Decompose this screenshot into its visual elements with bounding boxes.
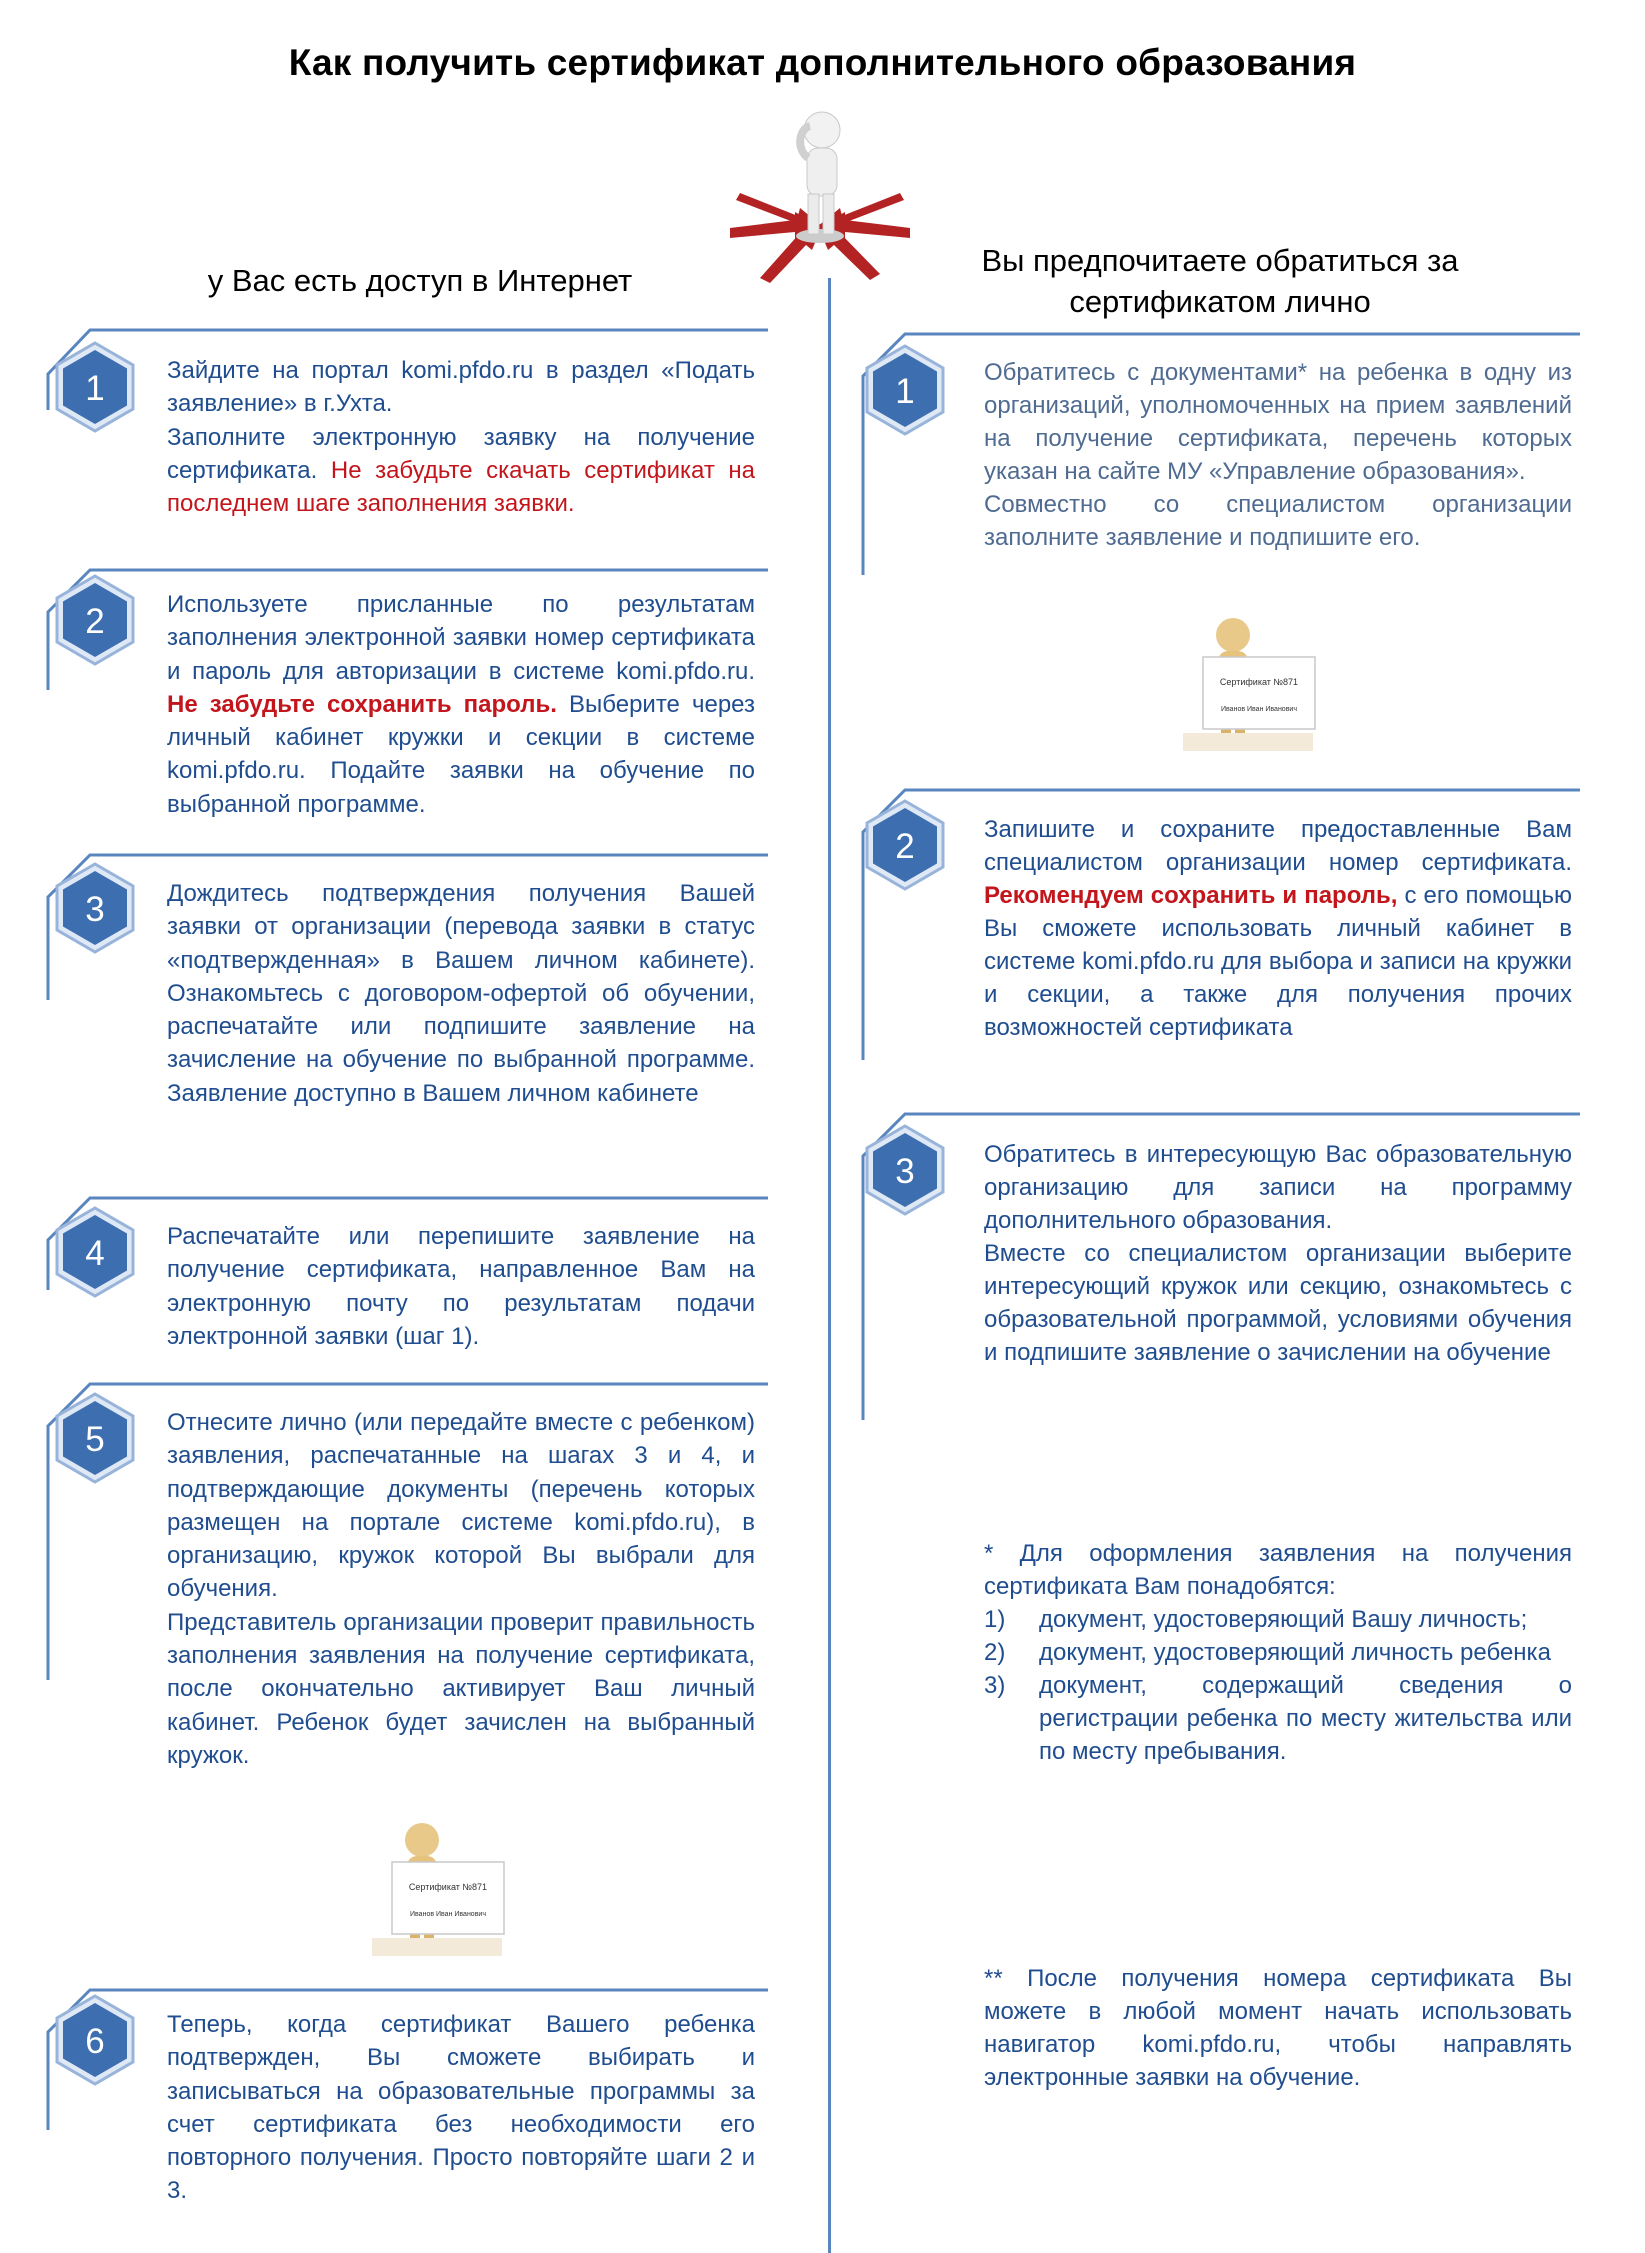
- step-text: Представитель организации проверит правильность заполнения заявления на получение сертификата, после окончательно активирует Ваш личный кабинет. Ребенок будет зачислен на выбранный кружок.: [167, 1608, 755, 1769]
- step-text: Обратитесь с документами* на ребенка в одну из организаций, уполномоченных на прием заявлений на получение сертификата, перечень которых указан на сайте МУ «Управление образования».: [984, 359, 1572, 485]
- step-number: 4: [85, 1234, 105, 1273]
- step-text: Используете присланные по результатам заполнения электронной заявки номер сертификата и пароль для авторизации в системе komi.pfdo.ru.: [167, 591, 755, 685]
- left-column-heading: у Вас есть доступ в Интернет: [207, 263, 633, 298]
- step-text: Заполните электронную заявку на получение сертификата.: [167, 423, 755, 484]
- step-number: 2: [895, 827, 915, 866]
- step-number: 5: [85, 1420, 105, 1459]
- step-text: Дождитесь подтверждения получения Вашей заявки от организации (перевода заявки в статус «подтвержденная» в Вашем личном кабинете). Ознакомьтесь с договором-офертой об обучении, распечатайте или подпишите заявление на зачисление на обучение по выбранной программе. Заявление доступно в Вашем личном кабинете: [167, 880, 755, 1107]
- step-number: 1: [895, 372, 915, 411]
- step-text: Совместно со специалистом организации заполните заявление и подпишите его.: [984, 491, 1572, 551]
- list-item: 3) документ, содержащий сведения о регистрации ребенка по месту жительства или по месту пребывания.: [984, 1672, 1572, 1765]
- step-text: Обратитесь в интересующую Вас образовательную организацию для записи на программу дополнительного образования.: [984, 1141, 1572, 1234]
- step-text: Теперь, когда сертификат Вашего ребенка подтвержден, Вы сможете выбирать и записываться на образовательные программы за счет сертификата без необходимости его повторного получения. Просто повторяйте шаги 2 и 3.: [167, 2011, 755, 2205]
- step-number: 1: [85, 369, 105, 408]
- step-text: Отнесите лично (или передайте вместе с ребенком) заявления, распечатанные на шагах 3 и 4, и подтверждающие документы (перечень которых размещен на портале системе komi.pfdo.ru), в организацию, кружок которой Вы выбрали для обучения.: [167, 1409, 755, 1603]
- step-warning: Не забудьте скачать сертификат на последнем шаге заполнения заявки.: [167, 456, 756, 518]
- step-text: с его помощью Вы сможете использовать личный кабинет в системе komi.pfdo.ru для выбора и записи на кружки и секции, а также для получения прочих возможностей сертификата: [984, 882, 1572, 1041]
- step-warning: Не забудьте сохранить пароль.: [167, 690, 557, 718]
- note-intro: * Для оформления заявления на получения сертификата Вам понадобятся:: [984, 1540, 1572, 1600]
- step-text: Распечатайте или перепишите заявление на получение сертификата, направленное Вам на электронную почту по результатам подачи электронной заявки (шаг 1).: [167, 1223, 755, 1350]
- list-item: 1) документ, удостоверяющий Вашу личность;: [984, 1606, 1528, 1633]
- step-text: Зайдите на портал komi.pfdo.ru в раздел «Подать заявление» в г.Ухта.: [167, 357, 755, 418]
- right-column-heading: Вы предпочитаете обратиться за сертификатом лично: [981, 243, 1459, 319]
- page-title: Как получить сертификат дополнительного образования: [288, 42, 1357, 83]
- step-text: Вместе со специалистом организации выберите интересующий кружок или секцию, ознакомьтесь с образовательной программой, условиями обучения и подпишите заявление о зачислении на обучение: [984, 1240, 1572, 1366]
- navigator-note: ** После получения номера сертификата Вы можете в любой момент начать использовать навигатор komi.pfdo.ru, чтобы направлять электронные заявки на обучение.: [984, 1965, 1572, 2091]
- list-item: 2) документ, удостоверяющий личность ребенка: [984, 1639, 1551, 1666]
- step-number: 6: [85, 2022, 105, 2061]
- step-text: Выберите через личный кабинет кружки и секции в системе komi.pfdo.ru. Подайте заявки на обучение по выбранной программе.: [167, 690, 756, 818]
- step-number: 2: [85, 602, 105, 641]
- step-number: 3: [85, 890, 105, 929]
- step-warning: Рекомендуем сохранить и пароль,: [984, 882, 1398, 909]
- documents-note: [984, 1537, 1572, 1768]
- step-number: 3: [895, 1152, 915, 1191]
- step-text: Запишите и сохраните предоставленные Вам специалистом организации номер сертификата.: [984, 816, 1572, 876]
